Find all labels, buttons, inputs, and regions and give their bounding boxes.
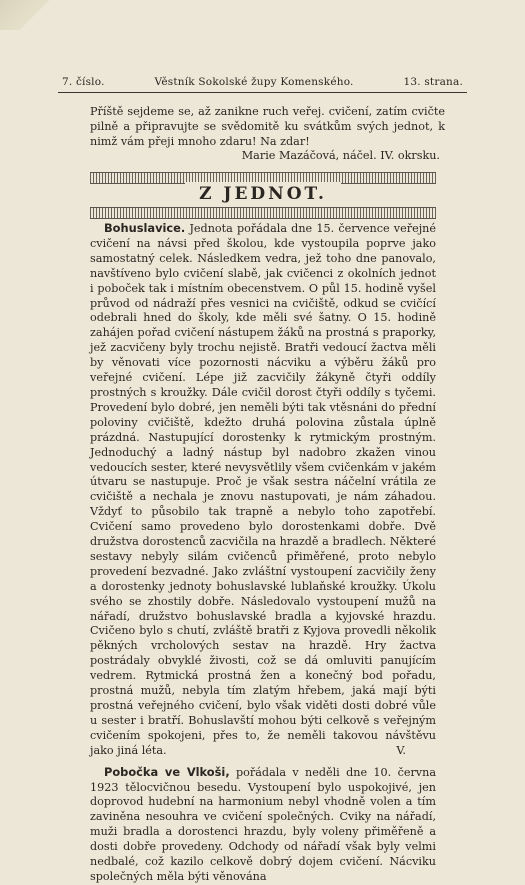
article-place: Bohuslavice. [104,221,186,235]
ornamental-band-bottom [90,207,436,219]
article-body: Jednota pořádala dne 15. července veřejné cvičení na návsi před školou, kde vystoupila poprve jako samostatný celek. Následkem vedra, jež toho dne panovalo, navštíveno bylo cvičení slabě, jak cvičenci z okolních jednot i poboček tak i místním obecenstvem. O půl 15. hodině vyšel průvod od nádraží přes vesnici na cvičiště, odkud se cvičící odebrali hned do školy, kde měli své šatny. O 15. hodině zahájen pořad cvičení nástupem žáků na prostná s praporky, jež zacvičeny byly trochu nejistě. Bratři vedoucí žactva měli by věnovati více pozornosti nácviku a výběru žáků pro veřejné cvičení. Lépe již zacvičily žákyně čtyři oddíly prostných s kroužky. Dále cvičil dorost čtyři oddíly s tyčemi. Provedení bylo dobré, jen neměli býti tak vtěsnáni do přední poloviny cvičiště, kdežto druhá polovina zůstala úplně prázdná. Nastupující dorostenky k rytmickým prostným. Jednoduchý a ladný nástup byl nadobro zkažen vinou vedoucích sester, které nevysvětlily všem cvičenkám v jakém útvaru se nastupuje. Proč je však sestra náčelní vrátila ze cvičiště a nechala je znovu nastupovati, je nám záhadou. Vždyť to působilo tak trapně a nebylo toho zapotřebí. Cvičení samo provedeno bylo dorostenkami dobře. Dvě družstva dorostenců zacvičila na hrazdě a bradlech. Některé sestavy nebyly silám cvičenců přiměřené, proto nebylo provedení bezvadné. Jako zvláštní vystoupení zacvičily ženy a dorostenky jednoty bohuslavské lublaňské kroužky. Úkolu svého se zhostily dobře. Následovalo vystoupení mužů na nářadí, družstvo bohuslavské bradla a kyjovské hrazdu. Cvičeno bylo s chutí, zvláště bratři z Kyjova provedli několik pěkných vrcholových sestav na hrazdě. Hry žactva postrádaly obvyklé živosti, což se dá omluviti panujícím vedrem. Rytmická prostná žen a konečný bod pořadu, prostná mužů, nebyla tím zlatým hřebem, jaká mají býti prostná veřejného cvičení, bylo však viděti dosti dobré vůle u sester i bratří. Bohuslavští mohou býti celkově s veřejným cvičením spokojeni, přes to, že neměli takovou návštěvu jako jiná léta. [90,222,437,757]
intro-paragraph: Příště sejdeme se, až zanikne ruch veřej. cvičení, zatím cvičte pilně a připravujte se svědomitě ku svátkům svých jednot, k nimž vám přeji mnoho zdaru! Na zdar! [90,105,445,148]
intro-signature: Marie Mazáčová, náčel. IV. okrsku. [241,149,440,162]
issue-number: 7. číslo. [62,76,105,88]
article-column [90,221,436,885]
article-author: V. [396,743,406,757]
journal-title: Věstník Sokolské župy Komenského. [154,76,354,88]
section-heading [90,182,436,206]
article-body: pořádala v neděli dne 10. června 1923 tělocvičnou besedu. Vystoupení bylo uspokojivé, jen doprovod hudební na harmonium nebyl vhodně volen a tím zaviněna nesouhra ve cvičení společných. Cviky na nářadí, muži bradla a dorostenci hrazdu, byly voleny přiměřeně a dosti dobře provedeny. Odchody od nářadí však byly velmi nedbalé, což kazilo celkově dobrý dojem cvičení. Nácviku společných měla býti věnována [90,765,436,883]
header-divider [58,92,467,93]
section-heading-text: Z JEDNOT. [185,182,341,206]
page-fold-corner [0,0,52,30]
page-number: 13. strana. [403,76,463,88]
article-bohuslavice [90,221,436,759]
article-place: Pobočka ve Vlkoši, [104,764,230,779]
page-header [62,76,463,88]
article-vlkos [90,765,436,885]
